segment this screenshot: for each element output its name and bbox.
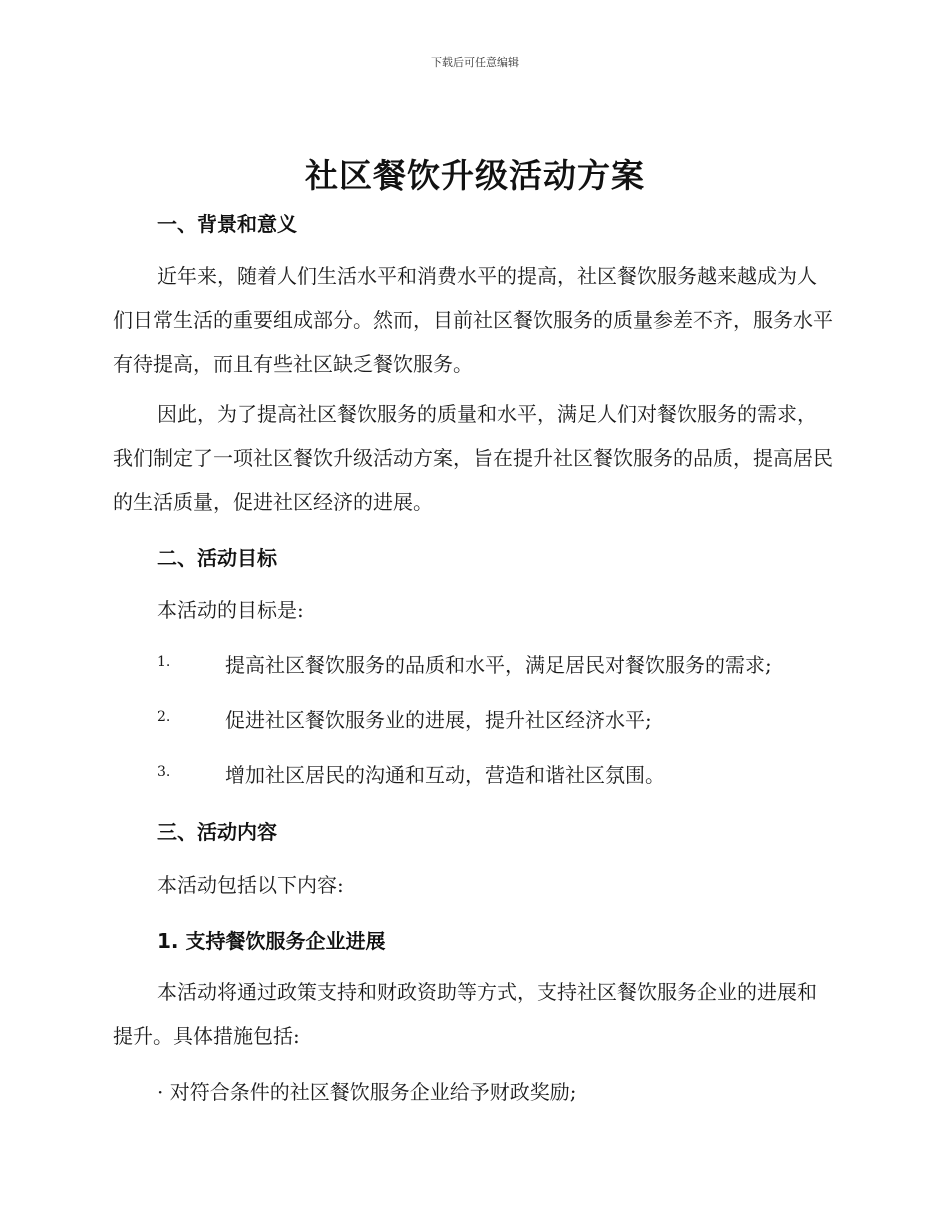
goal-item-number: 3. — [157, 764, 171, 780]
goals-intro: 本活动的目标是: — [157, 598, 304, 622]
goal-item-number: 1. — [157, 654, 171, 670]
section-heading-content: 三、活动内容 — [157, 820, 277, 844]
goal-item-text: 增加社区居民的沟通和互动，营造和谐社区氛围。 — [225, 763, 665, 787]
paragraph-purpose: 因此，为了提高社区餐饮服务的质量和水平，满足人们对餐饮服务的需求，我们制定了一项社区餐饮升级活动方案，旨在提升社区餐饮服务的品质，提高居民的生活质量，促进社区经济的进展。 — [113, 402, 833, 514]
goal-item-text: 提高社区餐饮服务的品质和水平，满足居民对餐饮服务的需求; — [225, 653, 772, 677]
document-title: 社区餐饮升级活动方案 — [305, 156, 645, 195]
header-note: 下载后可任意编辑 — [431, 56, 519, 69]
bullet-item: · 对符合条件的社区餐饮服务企业给予财政奖励; — [157, 1080, 577, 1104]
section-heading-background: 一、背景和意义 — [157, 212, 297, 236]
subsection-heading: 1. 支持餐饮服务企业进展 — [157, 929, 386, 953]
paragraph-background: 近年来，随着人们生活水平和消费水平的提高，社区餐饮服务越来越成为人们日常生活的重要组成部分。然而，目前社区餐饮服务的质量参差不齐，服务水平有待提高，而且有些社区缺乏餐饮服务。 — [113, 264, 833, 376]
paragraph-support: 本活动将通过政策支持和财政资助等方式，支持社区餐饮服务企业的进展和提升。具体措施包括: — [113, 980, 817, 1048]
content-intro: 本活动包括以下内容: — [157, 873, 344, 897]
goal-item-number: 2. — [157, 709, 171, 725]
section-heading-goals: 二、活动目标 — [157, 546, 277, 570]
goal-item-text: 促进社区餐饮服务业的进展，提升社区经济水平; — [225, 708, 652, 732]
